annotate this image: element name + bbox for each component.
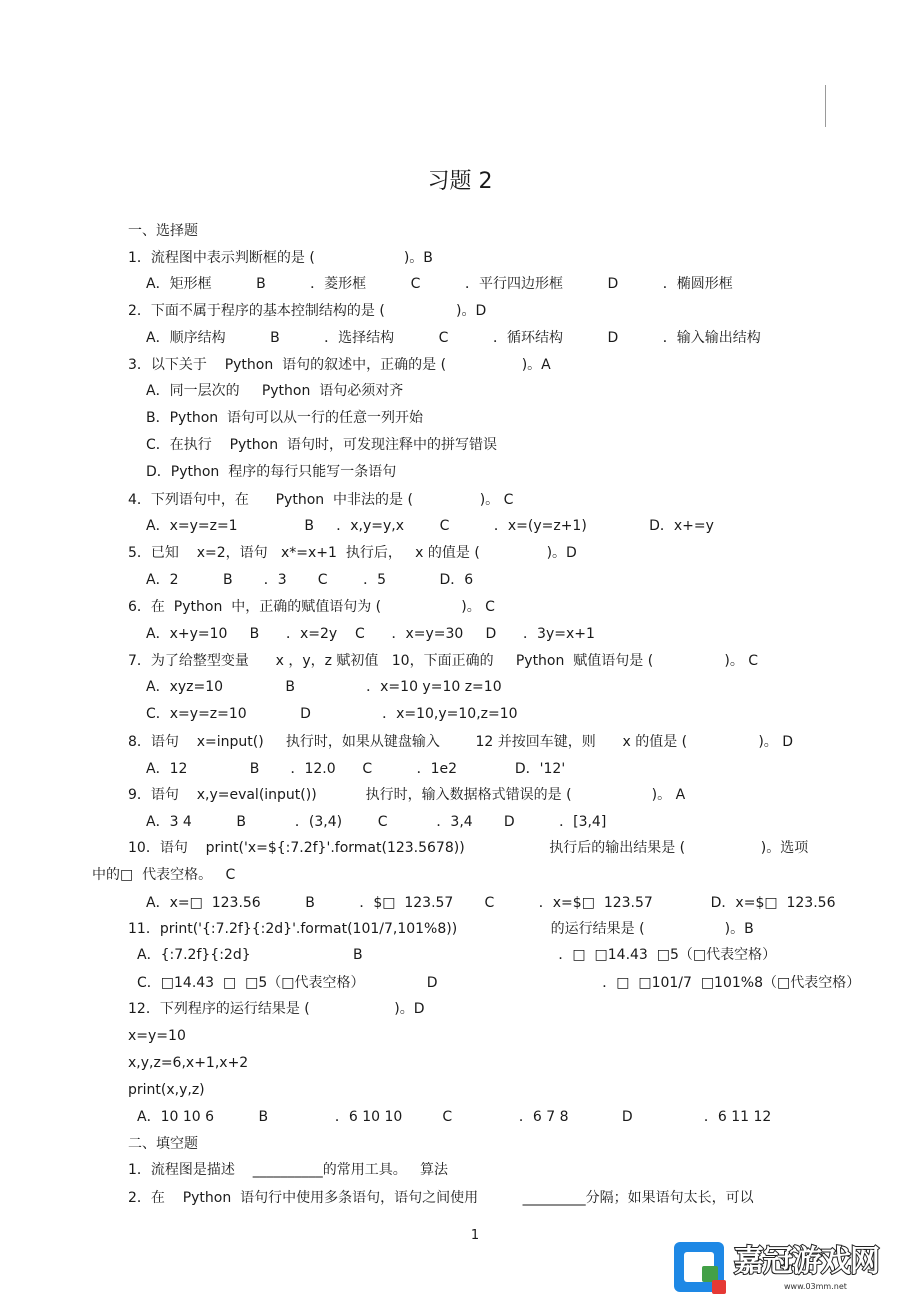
text-line: 5．已知 x=2，语句 x*=x+1 执行后， x 的值是 ( )。D xyxy=(128,545,577,561)
text-line: A．xyz=10 B ．x=10 y=10 z=10 xyxy=(146,679,502,695)
text-line: 7．为了给整型变量 x ，y，z 赋初值 10，下面正确的 Python 赋值语句是 ( )。 C xyxy=(128,653,759,669)
text-line: C．□14.43 □ □5（□代表空格） D ．□ □101/7 □101%8（□代表空格） xyxy=(137,975,861,991)
text-line: 二、填空题 xyxy=(128,1136,198,1152)
text-line: A．3 4 B ．(3,4) C ．3,4 D ．[3,4] xyxy=(146,814,607,830)
text-line: D．Python 程序的每行只能写一条语句 xyxy=(146,464,397,480)
text-line: 9．语句 x,y=eval(input()) 执行时，输入数据格式错误的是 ( )。 A xyxy=(128,787,686,803)
site-watermark xyxy=(672,1240,912,1298)
text-line: C．在执行 Python 语句时，可发现注释中的拼写错误 xyxy=(146,437,498,453)
text-line: 4．下列语句中，在 Python 中非法的是 ( )。 C xyxy=(128,492,514,508)
text-line: 一、选择题 xyxy=(128,223,198,239)
text-line: 12．下列程序的运行结果是 ( )。D xyxy=(128,1001,425,1017)
text-line: A．10 10 6 B ．6 10 10 C ．6 7 8 D ．6 11 12 xyxy=(137,1109,772,1125)
text-line: A．x+y=10 B ．x=2y C ．x=y=30 D ．3y=x+1 xyxy=(146,626,595,642)
margin-bar xyxy=(825,85,826,127)
text-line: 2．在 Python 语句行中使用多条语句，语句之间使用 _________分隔；如果语句太长，可以 xyxy=(128,1190,754,1206)
text-line: x=y=10 xyxy=(128,1028,186,1044)
text-line: B．Python 语句可以从一行的任意一列开始 xyxy=(146,410,424,426)
page-number: 1 xyxy=(470,1228,480,1243)
text-line: A．{:7.2f}{:2d} B ．□ □14.43 □5（□代表空格） xyxy=(137,947,777,963)
page-title: 习题 2 xyxy=(427,169,493,194)
text-line: 1．流程图中表示判断框的是 ( )。B xyxy=(128,250,433,266)
site-logo-icon xyxy=(672,1240,730,1298)
text-line: x,y,z=6,x+1,x+2 xyxy=(128,1055,249,1071)
text-line: A．2 B ．3 C ．5 D．6 xyxy=(146,572,474,588)
text-line: A．顺序结构 B ．选择结构 C ．循环结构 D ．输入输出结构 xyxy=(146,330,761,346)
text-line: A．x=□ 123.56 B ．$□ 123.57 C ．x=$□ 123.57 D．x=$□ 123.56 xyxy=(146,895,836,911)
text-line: 6．在 Python 中，正确的赋值语句为 ( )。 C xyxy=(128,599,495,615)
text-line: 中的□ 代表空格。 C xyxy=(92,867,236,883)
text-line: A．x=y=z=1 B ．x,y=y,x C ．x=(y=z+1) D．x+=y xyxy=(146,518,714,534)
text-line: A．矩形框 B ．菱形框 C ．平行四边形框 D ．椭圆形框 xyxy=(146,276,733,292)
text-line: C．x=y=z=10 D ．x=10,y=10,z=10 xyxy=(146,706,518,722)
text-line: 3．以下关于 Python 语句的叙述中，正确的是 ( )。A xyxy=(128,357,551,373)
text-line: 8．语句 x=input() 执行时，如果从键盘输入 12 并按回车键，则 x 的值是 ( )。 D xyxy=(128,734,794,750)
watermark-text: 嘉冠游戏网 xyxy=(734,1244,879,1279)
text-line: 1．流程图是描述 __________的常用工具。 算法 xyxy=(128,1162,449,1178)
text-line: 10．语句 print('x=${:7.2f}'.format(123.5678)) 执行后的输出结果是 ( )。选项 xyxy=(128,840,809,856)
text-line: A．12 B ．12.0 C ．1e2 D．'12' xyxy=(146,761,566,777)
text-line: 2．下面不属于程序的基本控制结构的是 ( )。D xyxy=(128,303,487,319)
text-line: A．同一层次的 Python 语句必须对齐 xyxy=(146,383,404,399)
watermark-url: www.03mm.net xyxy=(784,1282,847,1291)
text-line: 11．print('{:7.2f}{:2d}'.format(101/7,101%8)) 的运行结果是 ( )。B xyxy=(128,921,754,937)
text-line: print(x,y,z) xyxy=(128,1082,205,1098)
